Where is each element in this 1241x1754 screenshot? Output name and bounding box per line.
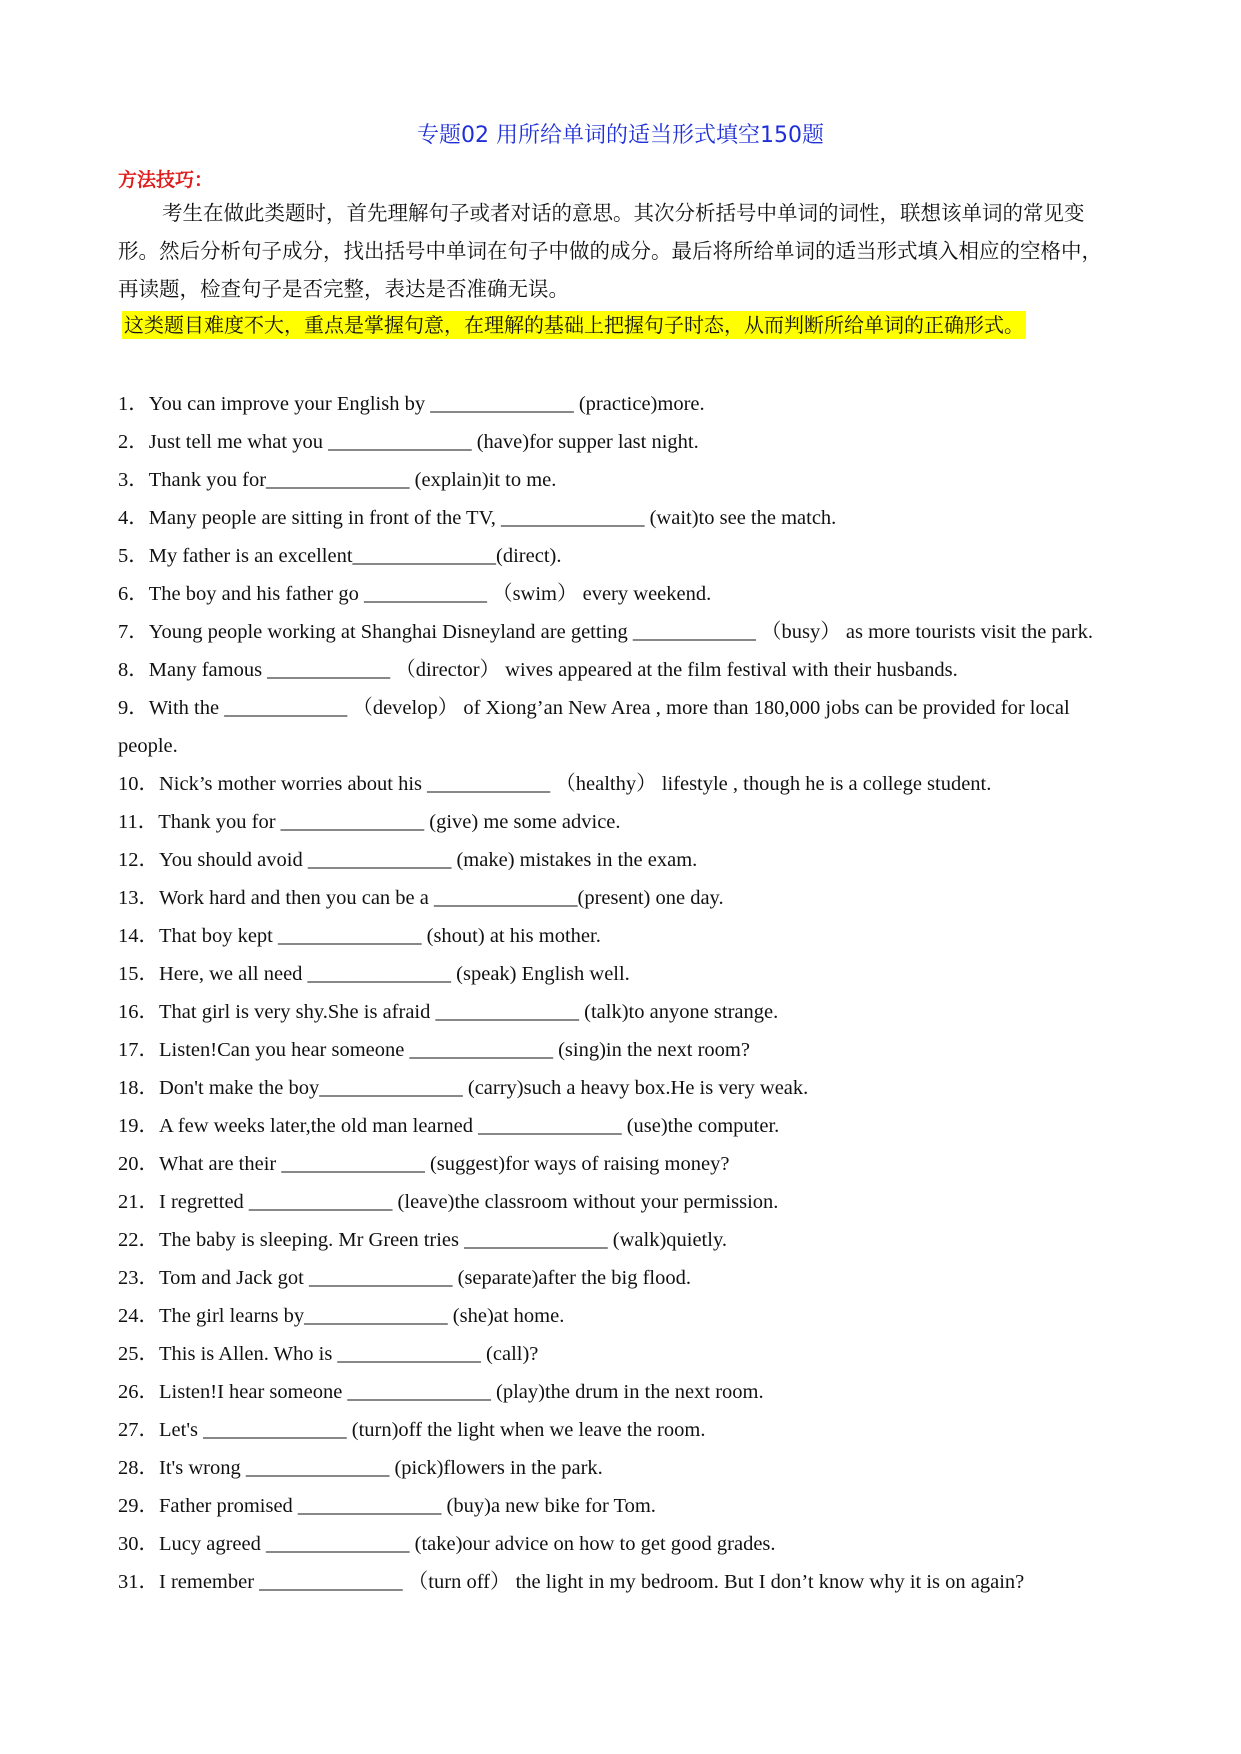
question-text: Many famous ____________ （director） wives appeared at the film festival with their husbands. [148,659,958,681]
question-number: 19． [118,1115,159,1137]
question-number: 10． [118,773,159,795]
question-text: Work hard and then you can be a ______________(present) one day. [159,887,724,909]
question-number: 9． [118,697,149,719]
highlighted-note [122,310,1026,340]
question-text: Don't make the boy______________ (carry)such a heavy box.He is very weak. [159,1077,809,1099]
question-item [118,1221,1128,1259]
question-number: 17． [118,1039,159,1061]
question-number: 4． [118,507,149,529]
question-number: 14． [118,925,159,947]
question-item [118,1145,1128,1183]
question-item [118,993,1128,1031]
question-text: With the ____________ （develop） of Xiong’an New Area , more than 180,000 jobs can be provided for local people. [118,697,1070,757]
page-title: 专题02 用所给单词的适当形式填空150题 [417,123,824,148]
question-text: That boy kept ______________ (shout) at his mother. [159,925,601,947]
question-item [118,1297,1128,1335]
question-text: A few weeks later,the old man learned ______________ (use)the computer. [159,1115,780,1137]
question-item [118,613,1128,651]
question-number: 1． [118,393,149,415]
question-text: I regretted ______________ (leave)the classroom without your permission. [159,1191,779,1213]
question-number: 28． [118,1457,159,1479]
question-item [118,1335,1128,1373]
question-item [118,1449,1128,1487]
question-number: 29． [118,1495,159,1517]
question-text: Here, we all need ______________ (speak) English well. [159,963,630,985]
question-item [118,1525,1128,1563]
question-text: Father promised ______________ (buy)a new bike for Tom. [159,1495,656,1517]
question-item [118,803,1128,841]
question-number: 3． [118,469,149,491]
question-number: 20． [118,1153,159,1175]
question-text: That girl is very shy.She is afraid ______________ (talk)to anyone strange. [159,1001,779,1023]
question-text: The girl learns by______________ (she)at home. [159,1305,565,1327]
question-item [118,841,1128,879]
question-number: 25． [118,1343,159,1365]
question-number: 18． [118,1077,159,1099]
question-text: Many people are sitting in front of the TV, ______________ (wait)to see the match. [148,507,837,529]
question-item [118,1411,1128,1449]
question-item [118,1563,1128,1601]
question-number: 22． [118,1229,159,1251]
question-item [118,575,1128,613]
question-number: 31． [118,1571,159,1593]
question-text: Listen!I hear someone ______________ (play)the drum in the next room. [159,1381,764,1403]
question-item [118,1069,1128,1107]
highlighted-note-text: 这类题目难度不大，重点是掌握句意，在理解的基础上把握句子时态，从而判断所给单词的正确形式。 [124,313,1024,337]
question-number: 13． [118,887,159,909]
question-number: 27． [118,1419,159,1441]
intro-paragraph: 考生在做此类题时，首先理解句子或者对话的意思。其次分析括号中单词的词性，联想该单词的常见变形。然后分析句子成分，找出括号中单词在句子中做的成分。最后将所给单词的适当形式填入相应的空格中，再读题，检查句子是否完整，表达是否准确无误。 [118,201,1102,301]
question-item [118,765,1128,803]
question-text: This is Allen. Who is ______________ (call)? [159,1343,539,1365]
question-item [118,1183,1128,1221]
question-item [118,689,1128,765]
question-number: 11． [118,811,159,833]
question-item [118,1373,1128,1411]
question-text: It's wrong ______________ (pick)flowers in the park. [159,1457,603,1479]
question-text: Young people working at Shanghai Disneyland are getting ____________ （busy） as more tourists visit the park. [148,621,1093,643]
question-item [118,537,1128,575]
question-item [118,499,1128,537]
question-item [118,1487,1128,1525]
question-text: Just tell me what you ______________ (have)for supper last night. [148,431,699,453]
question-text: Tom and Jack got ______________ (separate)after the big flood. [159,1267,691,1289]
question-number: 6． [118,583,149,605]
question-number: 23． [118,1267,159,1289]
question-item [118,917,1128,955]
question-text: Lucy agreed ______________ (take)our advice on how to get good grades. [159,1533,776,1555]
question-number: 16． [118,1001,159,1023]
question-item [118,1107,1128,1145]
question-list [118,385,1128,1601]
question-item [118,651,1128,689]
question-text: You can improve your English by ______________ (practice)more. [148,393,705,415]
question-text: Thank you for ______________ (give) me some advice. [158,811,621,833]
question-number: 5． [118,545,149,567]
question-item [118,1031,1128,1069]
question-item [118,879,1128,917]
method-heading: 方法技巧： [118,169,214,191]
question-number: 12． [118,849,159,871]
question-text: Let's ______________ (turn)off the light when we leave the room. [159,1419,706,1441]
question-item [118,955,1128,993]
question-text: I remember ______________ （turn off） the light in my bedroom. But I don’t know why it is on again? [159,1571,1025,1593]
question-text: The boy and his father go ____________ （swim） every weekend. [148,583,712,605]
question-text: The baby is sleeping. Mr Green tries ______________ (walk)quietly. [159,1229,727,1251]
question-text: My father is an excellent______________(direct). [148,545,562,567]
question-text: Thank you for______________ (explain)it to me. [148,469,557,491]
question-text: You should avoid ______________ (make) mistakes in the exam. [159,849,698,871]
question-text: What are their ______________ (suggest)for ways of raising money? [159,1153,730,1175]
question-number: 2． [118,431,149,453]
question-item [118,1259,1128,1297]
question-number: 30． [118,1533,159,1555]
question-number: 8． [118,659,149,681]
question-text: Nick’s mother worries about his ____________ （healthy） lifestyle , though he is a college student. [159,773,992,795]
question-number: 24． [118,1305,159,1327]
question-number: 21． [118,1191,159,1213]
question-number: 7． [118,621,149,643]
question-number: 15． [118,963,159,985]
question-item [118,385,1128,423]
question-item [118,461,1128,499]
question-item [118,423,1128,461]
question-text: Listen!Can you hear someone ______________ (sing)in the next room? [159,1039,750,1061]
question-number: 26． [118,1381,159,1403]
